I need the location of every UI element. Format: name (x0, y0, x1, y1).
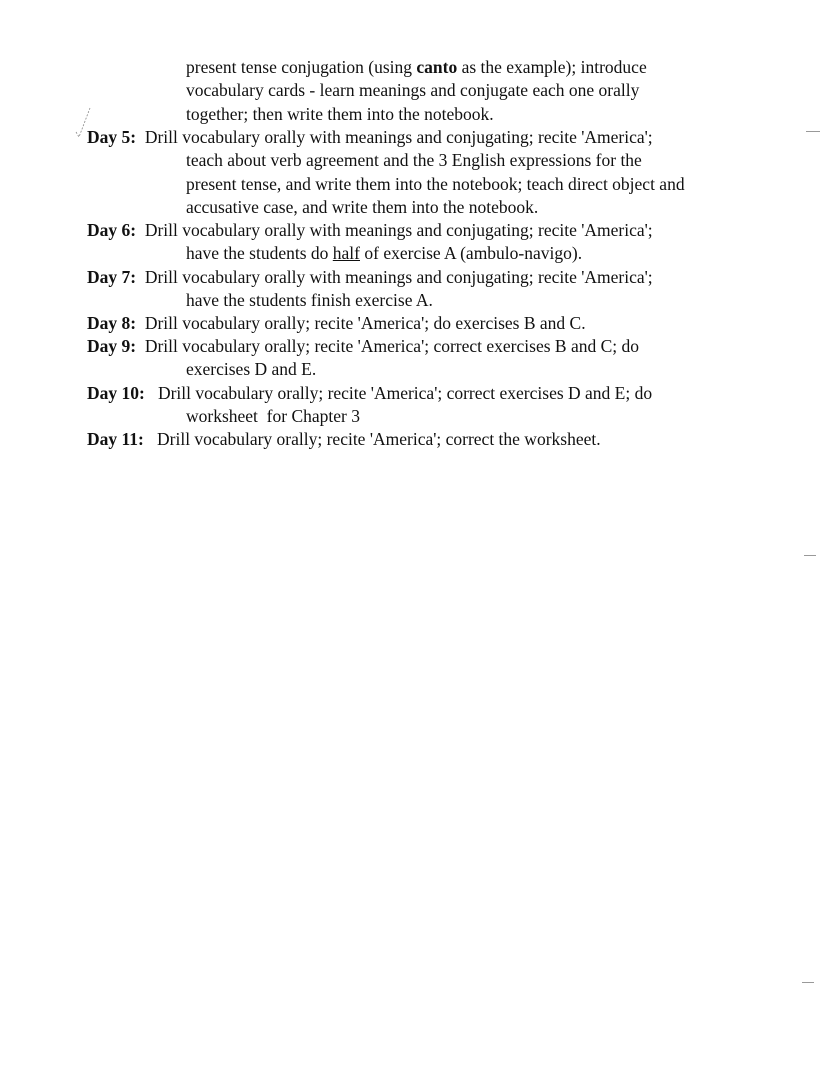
day-entry-6 (87, 219, 767, 266)
continuation-paragraph (186, 56, 786, 126)
day-text-cont: have the students do half of exercise A (ambulo-navigo). (186, 243, 583, 264)
day-label: Day 9: (87, 336, 137, 356)
day-entry-9 (87, 335, 767, 382)
day-entry-8 (87, 312, 767, 335)
day-label: Day 11: (87, 429, 144, 449)
continuation-line: together; then write them into the notebook. (186, 103, 494, 124)
day-entry-5 (87, 126, 767, 219)
scan-mark (806, 131, 820, 132)
day-entry-10 (87, 382, 767, 429)
day-text-cont: accusative case, and write them into the notebook. (186, 196, 539, 217)
day-text-cont: exercises D and E. (186, 359, 317, 380)
day-text: Drill vocabulary orally with meanings and conjugating; recite 'America'; (144, 220, 653, 240)
day-label: Day 5: (87, 127, 137, 147)
scan-mark (802, 982, 814, 983)
day-text-cont: teach about verb agreement and the 3 English expressions for the (186, 150, 642, 171)
day-label: Day 6: (87, 220, 137, 240)
day-text-cont: have the students finish exercise A. (186, 290, 433, 311)
day-entry-7 (87, 266, 767, 313)
scan-mark (804, 555, 816, 556)
day-entry-11 (87, 428, 767, 451)
day-label: Day 8: (87, 313, 137, 333)
day-label: Day 7: (87, 267, 137, 287)
day-text: Drill vocabulary orally; recite 'America'; correct the worksheet. (157, 429, 601, 449)
day-text: Drill vocabulary orally; recite 'America'; correct exercises B and C; do (144, 336, 640, 356)
day-text: Drill vocabulary orally; recite 'America'; do exercises B and C. (144, 313, 586, 333)
continuation-line: vocabulary cards - learn meanings and conjugate each one orally (186, 80, 640, 101)
day-text-cont: worksheet for Chapter 3 (186, 406, 360, 427)
day-label: Day 10: (87, 383, 145, 403)
day-text: Drill vocabulary orally with meanings and conjugating; recite 'America'; (144, 267, 653, 287)
term-canto: canto (416, 57, 458, 77)
day-text-cont: present tense, and write them into the notebook; teach direct object and (186, 173, 685, 194)
day-text: Drill vocabulary orally with meanings and conjugating; recite 'America'; (144, 127, 653, 147)
continuation-line: present tense conjugation (using canto as the example); introduce (186, 57, 647, 77)
underlined-half: half (332, 243, 360, 264)
day-text: Drill vocabulary orally; recite 'America'; correct exercises D and E; do (157, 383, 653, 403)
